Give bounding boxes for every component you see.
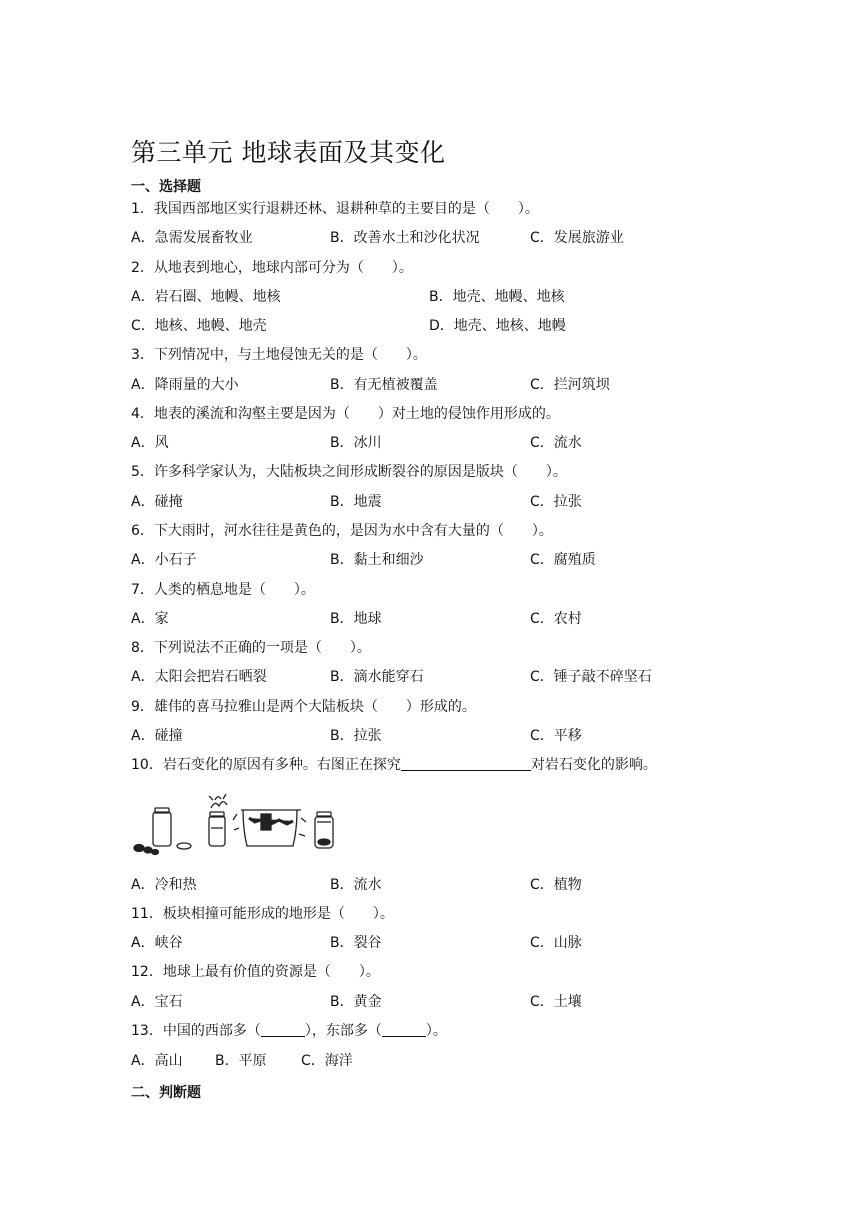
question-11-option-c[interactable]: C．山脉 [530,935,582,951]
question-2-option-c[interactable]: C．地核、地幔、地壳 [131,318,267,334]
question-5-stem: 5．许多科学家认为，大陆板块之间形成断裂谷的原因是版块（ ）。 [131,464,567,480]
question-8-option-a[interactable]: A．太阳会把岩石晒裂 [131,669,267,685]
question-13-stem-part1: 13．中国的西部多（ [131,1023,261,1039]
question-3-option-a[interactable]: A．降雨量的大小 [131,377,239,393]
question-13-stem [131,1022,447,1040]
question-5-option-c[interactable]: C．拉张 [530,494,582,510]
question-9-option-a[interactable]: A．碰撞 [131,728,183,744]
question-13-option-c[interactable]: C．海洋 [301,1053,353,1069]
question-5-option-b[interactable]: B．地震 [330,494,382,510]
question-13-stem-part2: ），东部多（ [304,1023,382,1039]
question-9-option-b[interactable]: B．拉张 [330,728,382,744]
section-judge-heading: 二、判断题 [131,1085,201,1101]
question-7-option-c[interactable]: C．农村 [530,611,582,627]
question-10-option-a[interactable]: A．冷和热 [131,877,197,893]
question-2-option-d[interactable]: D．地壳、地核、地幔 [429,318,566,334]
question-1-option-a[interactable]: A．急需发展畜牧业 [131,230,253,246]
question-10-option-c[interactable]: C．植物 [530,877,582,893]
question-13-option-b[interactable]: B．平原 [215,1053,267,1069]
question-2-option-b[interactable]: B．地壳、地幔、地核 [429,289,565,305]
question-4-stem: 4．地表的溪流和沟壑主要是因为（ ）对土地的侵蚀作用形成的。 [131,406,560,422]
question-1-option-c[interactable]: C．发展旅游业 [530,230,624,246]
jar-cooled-icon [315,812,333,848]
question-10-stem-part2: 对岩石变化的影响。 [530,757,657,773]
question-6-option-c[interactable]: C．腐殖质 [530,552,596,568]
question-10-option-b[interactable]: B．流水 [330,877,382,893]
question-13-blank-east[interactable] [382,1022,426,1037]
question-5-option-a[interactable]: A．碰掩 [131,494,183,510]
question-10-answer-blank[interactable] [401,756,531,771]
question-6-stem: 6．下大雨时，河水往往是黄色的，是因为水中含有大量的（ ）。 [131,523,553,539]
question-13-blank-west[interactable] [261,1022,305,1037]
question-3-option-c[interactable]: C．拦河筑坝 [530,377,610,393]
jar-heating-icon [209,794,227,846]
question-11-option-a[interactable]: A．峡谷 [131,935,183,951]
question-7-option-b[interactable]: B．地球 [330,611,382,627]
question-11-option-b[interactable]: B．裂谷 [330,935,382,951]
question-7-stem: 7．人类的栖息地是（ ）。 [131,582,315,598]
jar-with-stones-icon [134,808,191,855]
question-12-stem: 12．地球上最有价值的资源是（ ）。 [131,964,380,980]
page-title: 第三单元 地球表面及其变化 [131,138,446,167]
question-2-option-a[interactable]: A．岩石圈、地幔、地核 [131,289,281,305]
rock-experiment-illustration [131,788,341,858]
question-3-stem: 3．下列情况中，与土地侵蚀无关的是（ ）。 [131,347,427,363]
question-8-option-c[interactable]: C．锤子敲不碎坚石 [530,669,652,685]
question-12-option-c[interactable]: C．土壤 [530,994,582,1010]
ice-bath-icon [233,810,306,846]
question-6-option-b[interactable]: B．黏土和细沙 [330,552,424,568]
question-12-option-b[interactable]: B．黄金 [330,994,382,1010]
question-1-option-b[interactable]: B．改善水土和沙化状况 [330,230,480,246]
question-1-stem: 1．我国西部地区实行退耕还林、退耕种草的主要目的是（ ）。 [131,201,539,217]
question-3-option-b[interactable]: B．有无植被覆盖 [330,377,438,393]
question-10-stem-part1: 10．岩石变化的原因有多种。右图正在探究 [131,757,401,773]
question-13-option-a[interactable]: A．高山 [131,1053,183,1069]
question-8-stem: 8．下列说法不正确的一项是（ ）。 [131,640,371,656]
question-6-option-a[interactable]: A．小石子 [131,552,197,568]
question-12-option-a[interactable]: A．宝石 [131,994,183,1010]
question-8-option-b[interactable]: B．滴水能穿石 [330,669,424,685]
question-4-option-c[interactable]: C．流水 [530,435,582,451]
question-7-option-a[interactable]: A．家 [131,611,169,627]
question-11-stem: 11．板块相撞可能形成的地形是（ ）。 [131,906,394,922]
question-10-stem [131,756,657,774]
question-4-option-b[interactable]: B．冰川 [330,435,382,451]
question-4-option-a[interactable]: A．风 [131,435,169,451]
question-2-stem: 2．从地表到地心，地球内部可分为（ ）。 [131,260,413,276]
question-9-option-c[interactable]: C．平移 [530,728,582,744]
question-13-stem-part3: ）。 [425,1023,447,1039]
section-choice-heading: 一、选择题 [131,179,201,195]
question-9-stem: 9．雄伟的喜马拉雅山是两个大陆板块（ ）形成的。 [131,699,476,715]
